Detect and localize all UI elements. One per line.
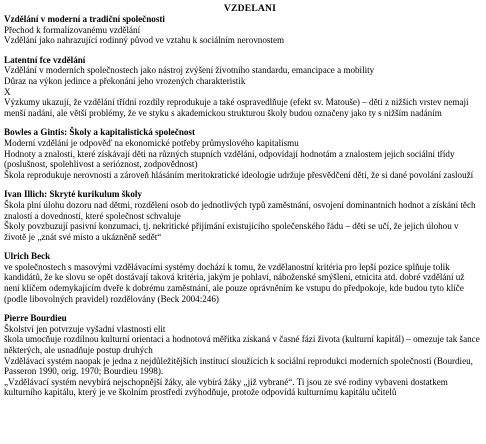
paragraph: Škola plní úlohu dozoru nad dětmi, rozdělení osob do jednotlivých typů zaměstnání, osvojení dominantních hodnot a získání těch znalostí a dovedností, které společnost schvaluje: [4, 199, 476, 221]
paragraph: Vzdělání v moderních společnostech jako nástroj zvýšení životního standardu, emancipace a mobility: [4, 65, 375, 76]
section-heading: Bowles a Gintis: Školy a kapitalistická společnost: [4, 127, 195, 138]
paragraph: Přechod k formalizovanému vzdělání: [4, 24, 141, 35]
paragraph: Škola reprodukuje nerovnosti a zároveň hlásáním meritokratické ideologie udržuje přesvědčení dětí, že si dané povolání zaslouží: [4, 169, 474, 180]
paragraph: Školství jen potvrzuje vyšadní vlastnosti elit: [4, 323, 166, 334]
paragraph: Vzdělávací systém naopak je jedna z nejdůležitějších institucí sloužících k sociální reprodukci moderních společností (Bourdieu, Passeron 1990, orig. 1970; Bourdieu 1998).: [4, 355, 473, 377]
paragraph: Hodnoty a znalosti, které získávají děti na různých stupních vzdělání, odpovídají hodnotám a znalostem jejich sociální třídy (poslušnost, spolehlivost a serióznost, zodpovědnost): [4, 148, 455, 170]
section-bourdieu: [4, 313, 482, 398]
paragraph: ve společnostech s masovými vzdělávacími systémy dochází k tomu, že vzdělanostní kritéria pro lepší pozice splňuje tolik kandidátů, že ke slovu se opět dostávají taková kritéria, jakým je pohlaví, náboženské smýšlení, etnicita atd. dobré vzdělání už není klíčem odemykajícím dveře k dobrému zaměstnání, ale pouze oprávněním ke vstupu do předpokoje, kde budou tyto klíče (podle libovolných pravidel) rozdělovány (Beck 2004:246): [4, 261, 465, 304]
section-heading: Ivan Illich: Skryté kurikulum školy: [4, 189, 142, 200]
paragraph: „Vzdělávací systém nevybírá nejschopnější žáky, ale vybírá žáky „již vybrané“. Ti jsou ze své rodiny vybaveni dostatkem kulturního kapitálu, který je ve školním prostředí zvýhodňuje, protože odpovídá kulturnímu kapitálu učitelů: [4, 376, 448, 398]
section-latent-functions: [4, 55, 482, 119]
paragraph: Školy povzbuzují pasivní konzumaci, tj. nekritické přijímání existujícího společenského řádu – děti se učí, že jejich úlohou v životě je „znát své místo a ukázněně sedět“: [4, 221, 459, 242]
paragraph: Moderní vzdělání je odpověď na ekonomické potřeby průmyslového kapitalismu: [4, 137, 299, 148]
section-bowles-gintis: [4, 127, 482, 180]
section-illich: [4, 189, 482, 242]
section-heading: Pierre Bourdieu: [4, 313, 67, 324]
paragraph: X: [4, 86, 11, 97]
section-modern-traditional: [4, 14, 482, 46]
paragraph: Vzdělání jako nahrazující rodinný původ ve vztahu k sociálním nerovnostem: [4, 35, 285, 46]
paragraph: Důraz na výkon jedince a překonání jeho vrozených charakteristik: [4, 75, 246, 86]
paragraph: škola umocňuje rozdílnou kulturní orientaci a hodnotová měřítka získaná v časné fázi života (kulturní kapitál) – omezuje tak šance některých, ale usnadňuje postup druhých: [4, 334, 480, 356]
section-beck: [4, 251, 482, 304]
paragraph: Výzkumy ukazují, že vzdělání třídní rozdíly reprodukuje a také ospravedlňuje (efekt sv. Matouše) – děti z nižších vrstev nemají menší nadání, ale větší problémy, že ve styku s akademickou strukturou školy budou označeny jako ty s nižším nadáním: [4, 97, 469, 118]
section-heading: Vzdělání v moderní a tradiční společnosti: [4, 14, 165, 24]
document-title: VZDELANI: [223, 3, 277, 14]
section-heading: Latentní fce vzdělání: [4, 54, 86, 65]
section-heading: Ulrich Beck: [4, 251, 51, 262]
